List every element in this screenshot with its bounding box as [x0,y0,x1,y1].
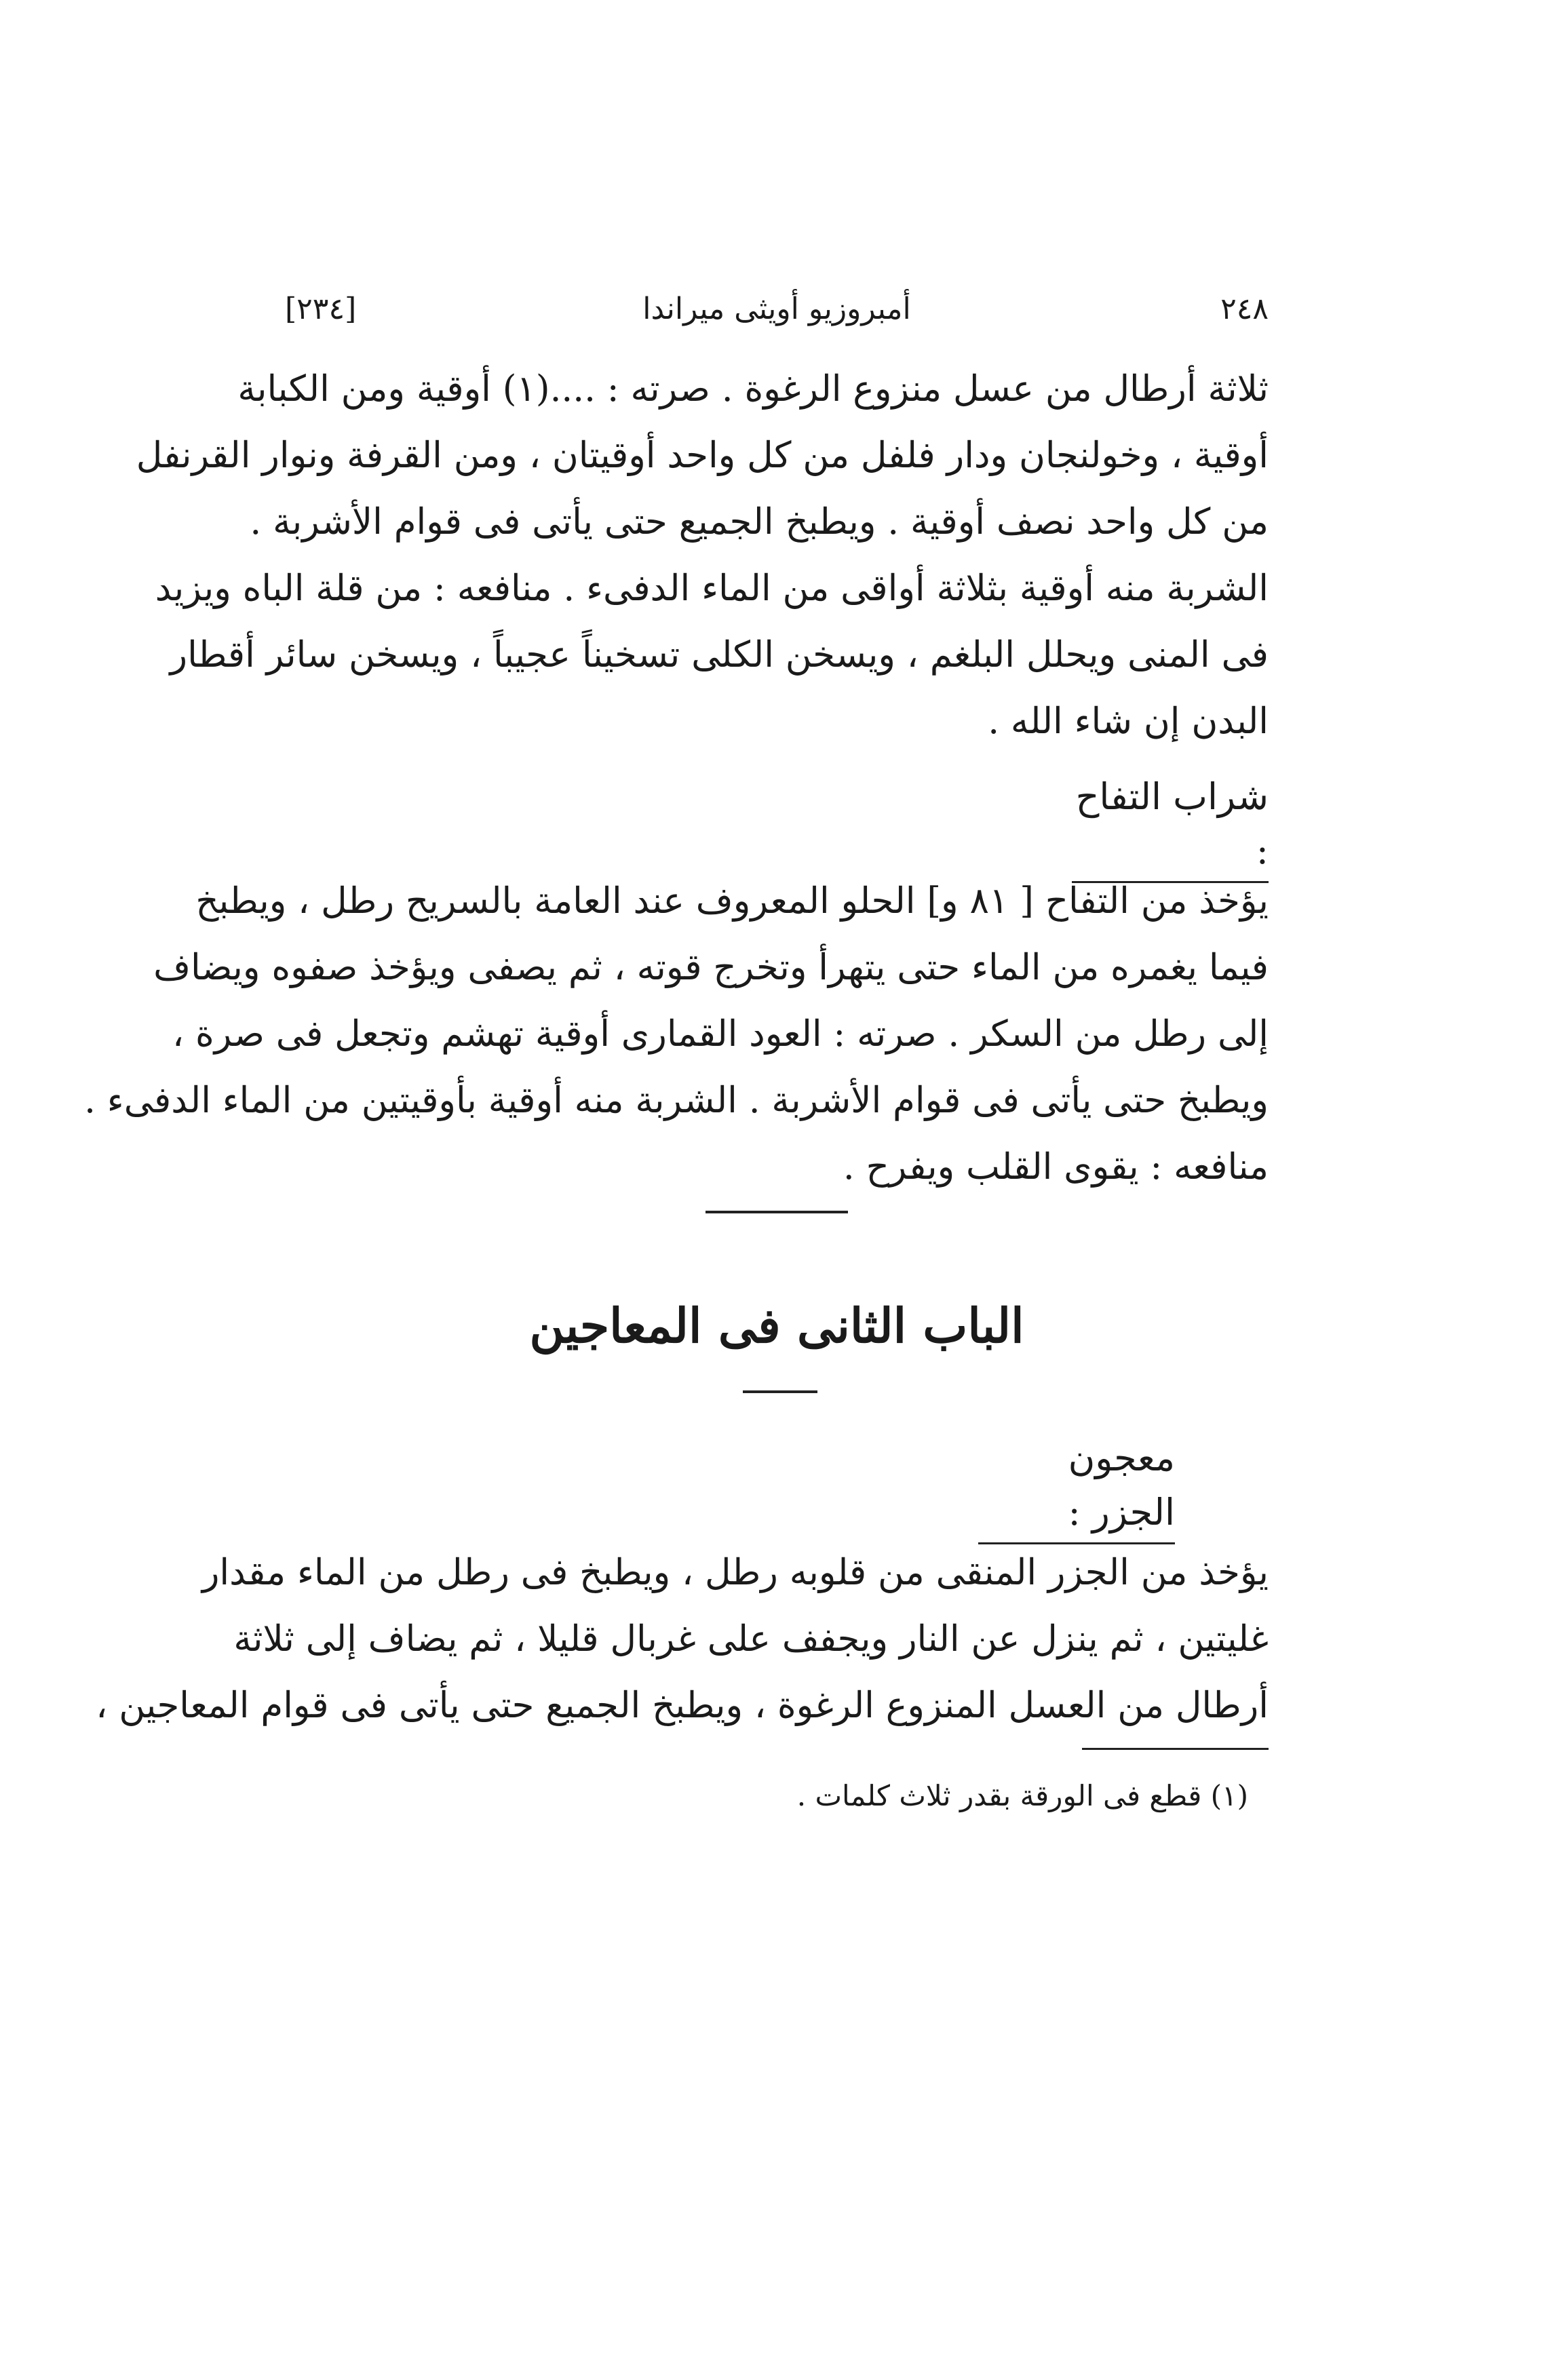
paragraph-line: ويطبخ حتى يأتى فى قوام الأشربة . الشربة منه أوقية بأوقيتين من الماء الدفىء . [84,1080,1269,1121]
footnote-separator [1082,1748,1269,1750]
running-title: أمبروزيو أويثى ميراندا [642,292,911,326]
paragraph-1 [136,356,1269,755]
heading-text: معجون الجزر : [1068,1437,1175,1534]
paragraph-line: الشربة منه أوقية بثلاثة أواقى من الماء الدفىء . منافعه : من قلة الباه ويزيد [155,568,1269,609]
chapter-divider [743,1390,817,1393]
paragraph-line: البدن إن شاء الله . [988,701,1269,742]
paragraph-line: من كل واحد نصف أوقية . ويطبخ الجميع حتى يأتى فى قوام الأشربة . [250,501,1269,543]
paragraph-line: فيما يغمره من الماء حتى يتهرأ وتخرج قوته ، ثم يصفى ويؤخذ صفوه ويضاف [153,947,1269,988]
section-heading-apple-syrup [1072,770,1269,883]
original-page-number: [٢٣٤] [285,292,357,326]
paragraph-3 [96,1540,1269,1739]
paragraph-line: إلى رطل من السكر . صرته : العود القمارى أوقية تهشم وتجعل فى صرة ، [172,1013,1269,1055]
chapter-title: الباب الثانى فى المعاجين [529,1298,1024,1354]
section-divider [706,1211,848,1213]
paragraph-line: فى المنى ويحلل البلغم ، ويسخن الكلى تسخيناً عجيباً ، ويسخن سائر أقطار [170,634,1269,676]
paragraph-line: أوقية ، وخولنجان ودار فلفل من كل واحد أوقيتان ، ومن القرفة ونوار القرنفل [136,435,1269,476]
paragraph-line: منافعه : يقوى القلب ويفرح . [843,1146,1269,1188]
footnote: (١) قطع فى الورقة بقدر ثلاث كلمات . [796,1779,1248,1812]
paragraph-2 [84,868,1269,1201]
paragraph-line: غليتين ، ثم ينزل عن النار ويجفف على غربال قليلا ، ثم يضاف إلى ثلاثة [233,1618,1269,1660]
paragraph-line: يؤخذ من الجزر المنقى من قلوبه رطل ، ويطبخ فى رطل من الماء مقدار [201,1552,1269,1593]
section-heading-carrot-paste [978,1431,1175,1544]
paragraph-line: ثلاثة أرطال من عسل منزوع الرغوة . صرته : ....(١) أوقية ومن الكبابة [237,368,1269,410]
heading-text: شراب التفاح : [1075,775,1269,872]
page-header [285,292,1269,332]
paragraph-line: أرطال من العسل المنزوع الرغوة ، ويطبخ الجميع حتى يأتى فى قوام المعاجين ، [96,1685,1269,1726]
paragraph-line: يؤخذ من التفاح [ ٨١ و] الحلو المعروف عند العامة بالسريح رطل ، ويطبخ [195,880,1269,922]
page-number: ٢٤٨ [1220,292,1269,326]
